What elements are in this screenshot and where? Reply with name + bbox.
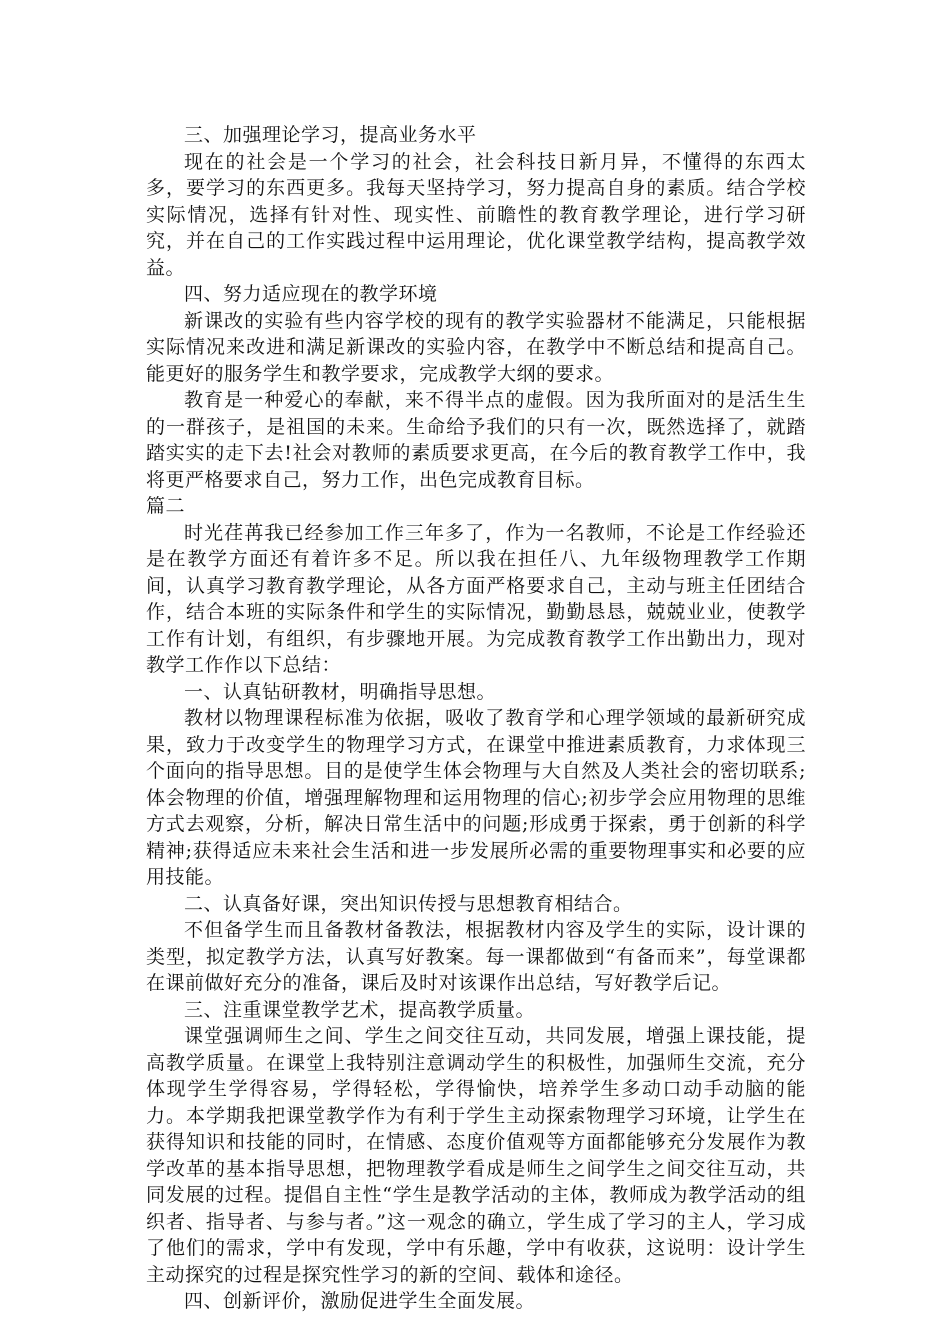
body-paragraph: 时光荏苒我已经参加工作三年多了，作为一名教师，不论是工作经验还是在教学方面还有着许多不足。所以我在担任八、九年级物理教学工作期间，认真学习教育教学理论，从各方面严格要求自己，主动与班主任团结合作，结合本班的实际条件和学生的实际情况，勤勤恳恳，兢兢业业，使教学工作有计划，有组织，有步骤地开展。为完成教育教学工作出勤出力，现对教学工作作以下总结：	[146, 521, 806, 676]
body-paragraph: 教材以物理课程标准为依据，吸收了教育学和心理学领域的最新研究成果，致力于改变学生的物理学习方式，在课堂中推进素质教育，力求体现三个面向的指导思想。目的是使学生体会物理与大自然及人类社会的密切联系;体会物理的价值，增强理解物理和运用物理的信心;初步学会应用物理的思维方式去观察，分析，解决日常生活中的问题;形成勇于探索，勇于创新的科学精神;获得适应未来社会生活和进一步发展所必需的重要物理事实和必要的应用技能。	[146, 707, 806, 888]
body-paragraph: 教育是一种爱心的奉献，来不得半点的虚假。因为我所面对的是活生生的一群孩子，是祖国的未来。生命给予我们的只有一次，既然选择了，就踏踏实实的走下去!社会对教师的素质要求更高，在今后的教育教学工作中，我将更严格要求自己，努力工作，出色完成教育目标。	[146, 389, 806, 491]
section-heading: 三、加强理论学习，提高业务水平	[184, 124, 477, 146]
body-paragraph: 现在的社会是一个学习的社会，社会科技日新月异，不懂得的东西太多，要学习的东西更多。我每天坚持学习，努力提高自身的素质。结合学校实际情况，选择有针对性、现实性、前瞻性的教育教学理论，进行学习研究，并在自己的工作实践过程中运用理论，优化课堂教学结构，提高教学效益。	[146, 150, 806, 279]
section-heading: 二、认真备好课，突出知识传授与思想教育相结合。	[184, 892, 633, 915]
document-body	[146, 122, 806, 1315]
section-heading: 一、认真钻研教材，明确指导思想。	[184, 680, 497, 703]
part-title: 篇二	[146, 495, 186, 517]
section-heading: 三、注重课堂教学艺术，提高教学质量。	[184, 998, 536, 1021]
section-heading: 四、努力适应现在的教学环境	[184, 283, 438, 305]
body-paragraph: 新课改的实验有些内容学校的现有的教学实验器材不能满足，只能根据实际情况来改进和满足新课改的实验内容，在教学中不断总结和提高自己。能更好的服务学生和教学要求，完成教学大纲的要求。	[146, 309, 806, 385]
body-paragraph: 不但备学生而且备教材备教法，根据教材内容及学生的实际，设计课的类型，拟定教学方法，认真写好教案。每一课都做到“有备而来”，每堂课都在课前做好充分的准备，课后及时对该课作出总结，写好教学后记。	[146, 919, 806, 994]
section-heading: 四、创新评价，激励促进学生全面发展。	[184, 1290, 536, 1312]
body-paragraph: 课堂强调师生之间、学生之间交往互动，共同发展，增强上课技能，提高教学质量。在课堂上我特别注意调动学生的积极性，加强师生交流，充分体现学生学得容易，学得轻松，学得愉快，培养学生多动口动手动脑的能力。本学期我把课堂教学作为有利于学生主动探索物理学习环境，让学生在获得知识和技能的同时，在情感、态度价值观等方面都能够充分发展作为教学改革的基本指导思想，把物理教学看成是师生之间学生之间交往互动，共同发展的过程。提倡自主性“学生是教学活动的主体，教师成为教学活动的组织者、指导者、与参与者。”这一观念的确立，学生成了学习的主人，学习成了他们的需求，学中有发现，学中有乐趣，学中有收获，这说明：设计学生主动探究的过程是探究性学习的新的空间、载体和途径。	[146, 1025, 806, 1286]
